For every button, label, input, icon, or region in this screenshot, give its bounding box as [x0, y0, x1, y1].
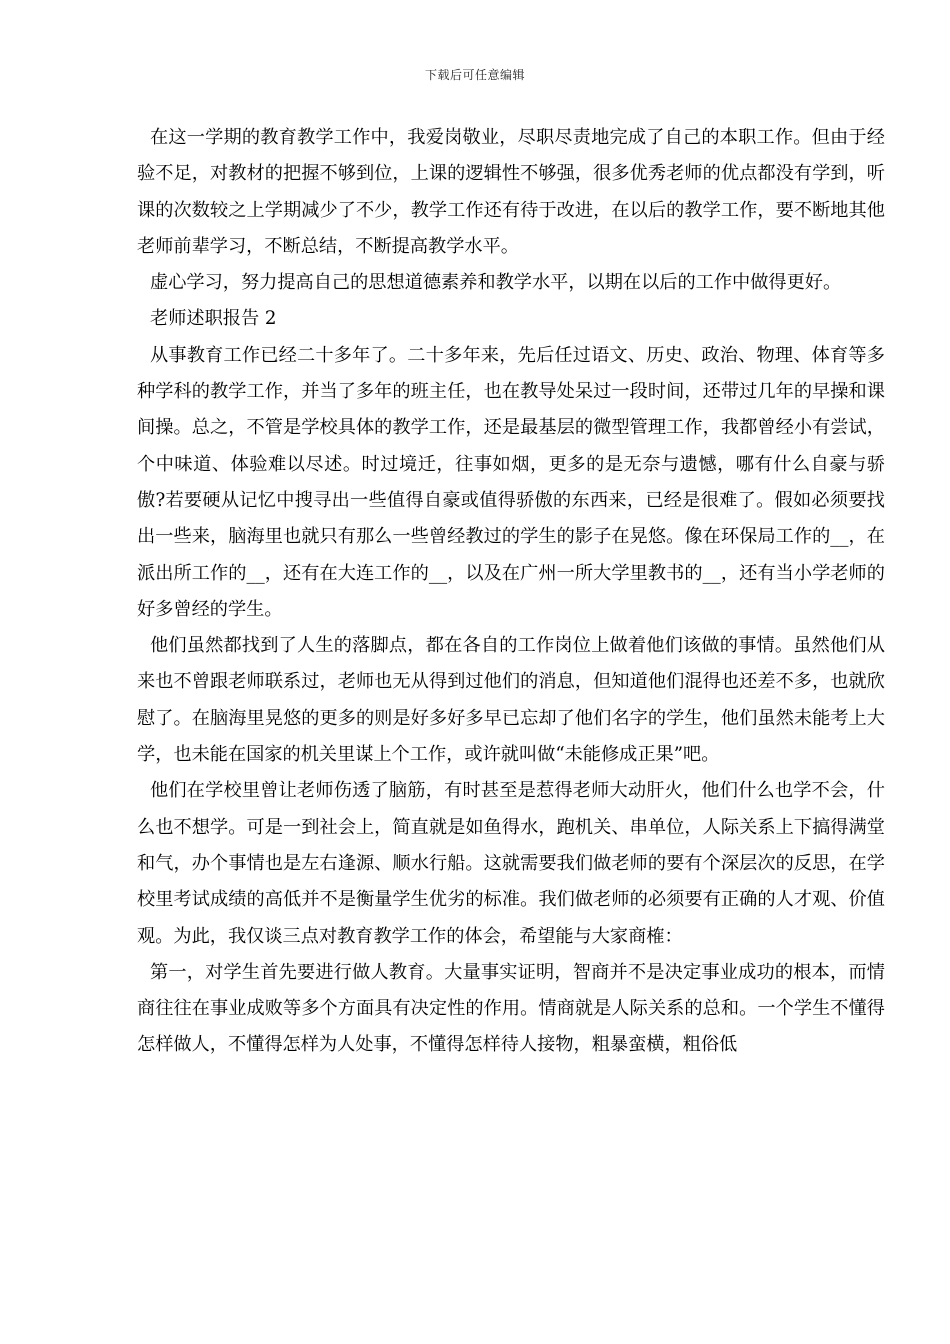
paragraph-teaching-experience: 从事教育工作已经二十多年了。二十多年来，先后任过语文、历史、政治、物理、体育等多种学科的教学工作，并当了多年的班主任，也在教导处呆过一段时间，还带过几年的早操和课间操。总之，不管是学校具体的教学工作，还是最基层的微型管理工作，我都曾经小有尝试，个中味道、体验难以尽述。时过境迁，往事如烟，更多的是无奈与遗憾，哪有什么自豪与骄傲?若要硬从记忆中搜寻出一些值得自豪或值得骄傲的东西来，已经是很难了。假如必须要找出一些来，脑海里也就只有那么一些曾经教过的学生的影子在晃悠。像在环保局工作的__，在派出所工作的__，还有在大连工作的__，以及在广州一所大学里教书的__，还有当小学老师的好多曾经的学生。 [137, 344, 885, 620]
document-body [137, 120, 885, 1064]
paragraph-former-students: 他们虽然都找到了人生的落脚点，都在各自的工作岗位上做着他们该做的事情。虽然他们从来也不曾跟老师联系过，老师也无从得到过他们的消息，但知道他们混得也还差不多，也就欣慰了。在脑海里晃悠的更多的则是好多好多早已忘却了他们名字的学生，他们虽然未能考上大学，也未能在国家的机关里谋上个工作，或许就叫做“未能修成正果”吧。 [137, 635, 885, 766]
paragraph-humble-learning: 虚心学习，努力提高自己的思想道德素养和教学水平，以期在以后的工作中做得更好。 [150, 272, 842, 294]
paragraph-semester-summary: 在这一学期的教育教学工作中，我爱岗敬业，尽职尽责地完成了自己的本职工作。但由于经验不足，对教材的把握不够到位，上课的逻辑性不够强，很多优秀老师的优点都没有学到，听课的次数较之上学期减少了不少，教学工作还有待于改进，在以后的教学工作，要不断地其他老师前辈学习，不断总结，不断提高教学水平。 [137, 127, 885, 257]
header-note: 下载后可任意编辑 [424, 68, 525, 82]
section-title-report-2: 老师述职报告 2 [150, 308, 277, 330]
paragraph-first-point: 第一，对学生首先要进行做人教育。大量事实证明，智商并不是决定事业成功的根本，而情商往往在事业成败等多个方面具有决定性的作用。情商就是人际关系的总和。一个学生不懂得怎样做人，不懂得怎样为人处事，不懂得怎样待人接物，粗暴蛮横，粗俗低 [137, 961, 885, 1056]
paragraph-reflection: 他们在学校里曾让老师伤透了脑筋，有时甚至是惹得老师大动肝火，他们什么也学不会，什么也不想学。可是一到社会上，简直就是如鱼得水，跑机关、串单位，人际关系上下搞得满堂和气，办个事情也是左右逢源、顺水行船。这就需要我们做老师的要有个深层次的反思，在学校里考试成绩的高低并不是衡量学生优劣的标准。我们做老师的必须要有正确的人才观、价值观。为此，我仅谈三点对教育教学工作的体会，希望能与大家商榷： [137, 780, 885, 947]
